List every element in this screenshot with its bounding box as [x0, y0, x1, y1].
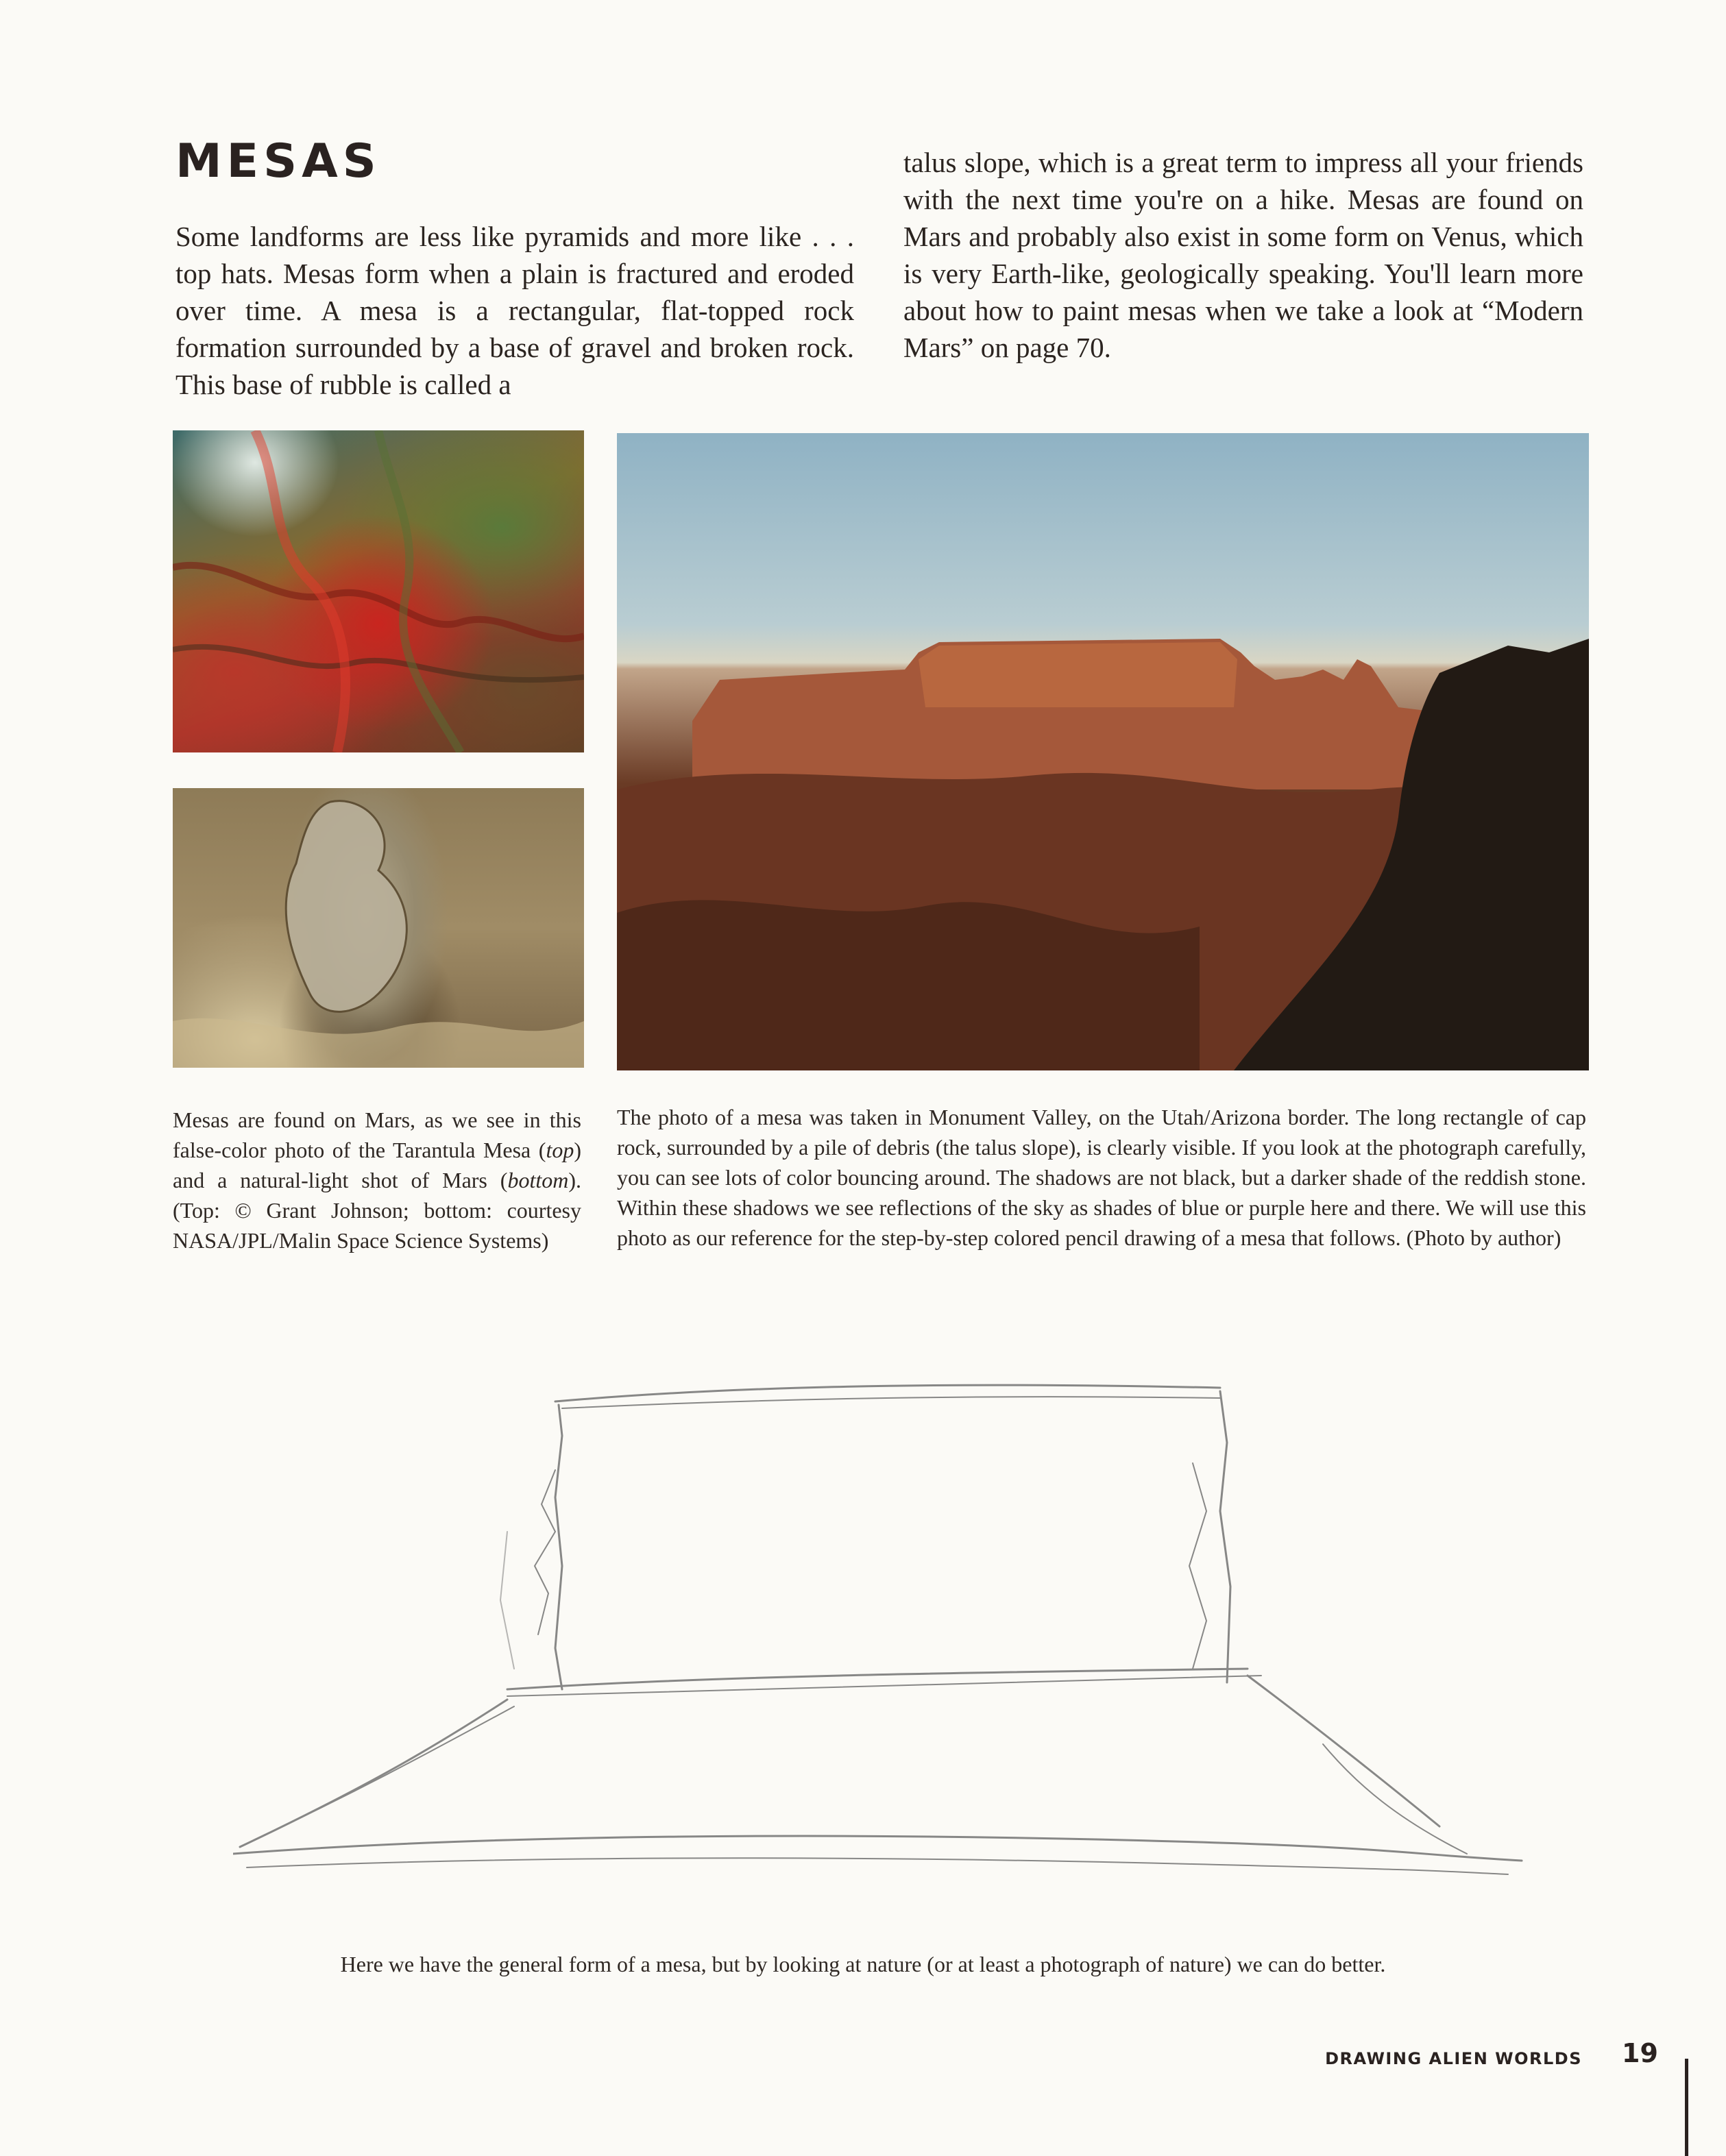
- caption-mesa-sketch: Here we have the general form of a mesa, but by looking at nature (or at least a photograph of nature) we can do better.: [340, 1952, 1386, 1976]
- caption-mars-text-3: ). (Top: © Grant Johnson; bottom: courtesy NASA/JPL/Malin Space Science Systems): [173, 1168, 581, 1253]
- caption-mars-bottom-label: bottom: [507, 1168, 569, 1192]
- caption-mars-photos: [173, 1105, 581, 1255]
- body-text-right-column: talus slope, which is a great term to impress all your friends with the next time you're on a hike. Mesas are found on Mars and probably also exist in some form on Venus, which is very Earth-like, geologically speaking. You'll learn more about how to paint mesas when we take a look at “Modern Mars” on page 70.: [903, 147, 1583, 363]
- caption-mars-text-1: Mesas are found on Mars, as we see in this false-color photo of the Tarantula Mesa (: [173, 1107, 581, 1162]
- mesa-sketch-drawing: [233, 1360, 1535, 1929]
- monument-valley-landscape: [617, 433, 1589, 1070]
- monument-valley-mesa-photo: [617, 433, 1589, 1070]
- tarantula-mesa-texture: [173, 430, 584, 752]
- running-footer-title: DRAWING ALIEN WORLDS: [1325, 2049, 1582, 2068]
- body-text-left-column: Some landforms are less like pyramids and more like . . . top hats. Mesas form when a plain is fractured and eroded over time. A mesa is a rectangular, flat-topped rock formation surrounded by a base of gravel and broken rock. This base of rubble is called a: [175, 221, 854, 400]
- page-heading: MESAS: [175, 134, 381, 188]
- tarantula-mesa-false-color-photo: [173, 430, 584, 752]
- mars-natural-light-photo: [173, 788, 584, 1068]
- mesa-pencil-sketch: [233, 1360, 1535, 1929]
- caption-mars-text-2: ) and a natural-light shot of Mars (: [173, 1138, 581, 1192]
- page-edge-mark: [1685, 2059, 1688, 2156]
- caption-monument-valley: The photo of a mesa was taken in Monument Valley, on the Utah/Arizona border. The long rectangle of cap rock, surrounded by a pile of debris (the talus slope), is clearly visible. If you look at the photograph carefully, you can see lots of color bouncing around. The shadows are not black, but a darker shade of the reddish stone. Within these shadows we see reflections of the sky as shades of blue or purple here and there. We will use this photo as our reference for the step-by-step colored pencil drawing of a mesa that follows. (Photo by author): [617, 1105, 1586, 1250]
- mars-mesa-shape: [173, 788, 584, 1068]
- page-number: 19: [1622, 2038, 1658, 2068]
- caption-mars-top-label: top: [546, 1138, 574, 1162]
